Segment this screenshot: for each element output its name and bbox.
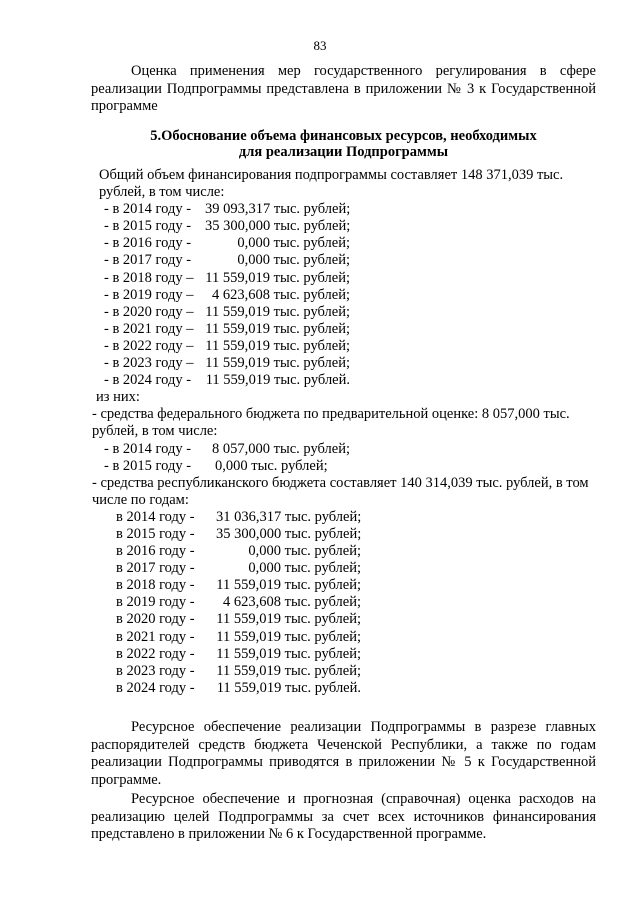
amount-value: 0,000 тыс. рублей;: [248, 543, 361, 560]
amount-value: 11 559,019 тыс. рублей.: [205, 372, 350, 389]
year-label: в 2015 году -: [116, 525, 195, 542]
total-year-row: [92, 321, 597, 338]
year-label: в 2017 году -: [116, 560, 195, 577]
total-line-2: рублей, в том числе:: [99, 184, 225, 201]
republic-year-row: [92, 526, 597, 543]
total-year-row: [92, 252, 597, 269]
page-number: 83: [313, 38, 327, 53]
year-label: в 2024 году -: [116, 679, 195, 696]
intro-paragraph: Оценка применения мер государственного регулирования в сфере реализации Подпрограммы представлена в приложении № 3 к Государственной программе: [91, 63, 596, 114]
year-label: в 2018 году -: [116, 577, 195, 594]
year-label: в 2014 году -: [116, 508, 195, 525]
amount-value: 11 559,019 тыс. рублей;: [205, 337, 350, 354]
resource-paragraph-1: Ресурсное обеспечение реализации Подпрограммы в разрезе главных распорядителей средств бюджета Чеченской Республики, а также по годам реализации Подпрограммы приводятся в приложении № 5 к Государственной программе.: [91, 719, 596, 788]
total-financing-block: [92, 167, 597, 697]
amount-value: 11 559,019 тыс. рублей;: [205, 269, 350, 286]
year-label: - в 2016 году -: [104, 235, 192, 252]
amount-value: 35 300,000 тыс. рублей;: [216, 525, 362, 542]
section-heading-line-1: 5.Обоснование объема финансовых ресурсов, необходимых: [150, 128, 537, 144]
total-year-row: [92, 287, 597, 304]
total-year-row: [92, 201, 597, 218]
total-year-row: [92, 338, 597, 355]
republic-year-row: [92, 509, 597, 526]
republic-year-row: [92, 543, 597, 560]
year-label: - в 2021 году –: [104, 320, 194, 337]
section-heading-line-2: для реализации Подпрограммы: [238, 143, 449, 160]
year-label: - в 2014 году -: [104, 440, 192, 457]
amount-value: 11 559,019 тыс. рублей;: [216, 611, 361, 628]
amount-value: 31 036,317 тыс. рублей;: [216, 508, 362, 525]
amount-value: 11 559,019 тыс. рублей;: [205, 303, 350, 320]
amount-value: 11 559,019 тыс. рублей;: [216, 577, 361, 594]
total-line-1: Общий объем финансирования подпрограммы составляет 148 371,039 тыс.: [99, 167, 564, 183]
federal-line-2: рублей, в том числе:: [92, 423, 218, 440]
year-label: - в 2014 году -: [104, 201, 192, 218]
year-label: в 2022 году -: [116, 645, 195, 662]
republic-line-2: числе по годам:: [92, 491, 189, 508]
year-label: в 2023 году -: [116, 662, 195, 679]
amount-value: 11 559,019 тыс. рублей;: [216, 628, 361, 645]
year-label: - в 2017 году -: [104, 252, 192, 269]
amount-value: 4 623,608 тыс. рублей;: [223, 594, 361, 611]
republic-year-row: [92, 663, 597, 680]
year-label: в 2020 году -: [116, 611, 195, 628]
year-label: - в 2023 году –: [104, 355, 194, 372]
amount-value: 0,000 тыс. рублей;: [237, 235, 350, 252]
total-year-row: [92, 270, 597, 287]
republic-year-row: [92, 594, 597, 611]
resource-paragraph-2: Ресурсное обеспечение и прогнозная (справочная) оценка расходов на реализацию целей Подпрограммы за счет всех источников финансирования представлено в приложении № 6 к Государственной программе.: [91, 791, 596, 842]
federal-line-1: - средства федерального бюджета по предварительной оценке: 8 057,000 тыс.: [92, 406, 570, 423]
total-year-row: [92, 355, 597, 372]
republic-line-1: - средства республиканского бюджета составляет 140 314,039 тыс. рублей, в том: [92, 474, 589, 491]
year-label: в 2019 году -: [116, 594, 195, 611]
amount-value: 4 623,608 тыс. рублей;: [212, 286, 350, 303]
total-year-row: [92, 372, 597, 389]
amount-value: 35 300,000 тыс. рублей;: [205, 218, 351, 235]
amount-value: 0,000 тыс. рублей;: [215, 457, 328, 474]
federal-2014-row: [92, 441, 597, 458]
republic-year-row: [92, 611, 597, 628]
amount-value: 11 559,019 тыс. рублей;: [205, 320, 350, 337]
year-label: - в 2020 году –: [104, 303, 194, 320]
amount-value: 11 559,019 тыс. рублей;: [216, 662, 361, 679]
amount-value: 0,000 тыс. рублей;: [237, 252, 350, 269]
year-label: - в 2024 году -: [104, 372, 192, 389]
amount-value: 11 559,019 тыс. рублей;: [216, 645, 361, 662]
total-year-row: [92, 235, 597, 252]
amount-value: 8 057,000 тыс. рублей;: [212, 440, 350, 457]
year-label: - в 2022 году –: [104, 337, 194, 354]
total-year-row: [92, 304, 597, 321]
amount-value: 39 093,317 тыс. рублей;: [205, 201, 351, 218]
republic-year-row: [92, 560, 597, 577]
republic-year-row: [92, 577, 597, 594]
republic-year-row: [92, 629, 597, 646]
republic-year-row: [92, 680, 597, 697]
year-label: в 2016 году -: [116, 543, 195, 560]
amount-value: 11 559,019 тыс. рублей;: [205, 355, 350, 372]
year-label: - в 2019 году –: [104, 286, 194, 303]
amount-value: 11 559,019 тыс. рублей.: [216, 679, 361, 696]
year-label: - в 2015 году -: [104, 218, 192, 235]
total-year-row: [92, 218, 597, 235]
amount-value: 0,000 тыс. рублей;: [248, 560, 361, 577]
year-label: - в 2018 году –: [104, 269, 194, 286]
of-them-label: из них:: [96, 389, 140, 406]
year-label: в 2021 году -: [116, 628, 195, 645]
republic-year-row: [92, 646, 597, 663]
year-label: - в 2015 году -: [104, 457, 192, 474]
section-heading: [91, 129, 596, 160]
federal-2015-row: [92, 458, 597, 475]
